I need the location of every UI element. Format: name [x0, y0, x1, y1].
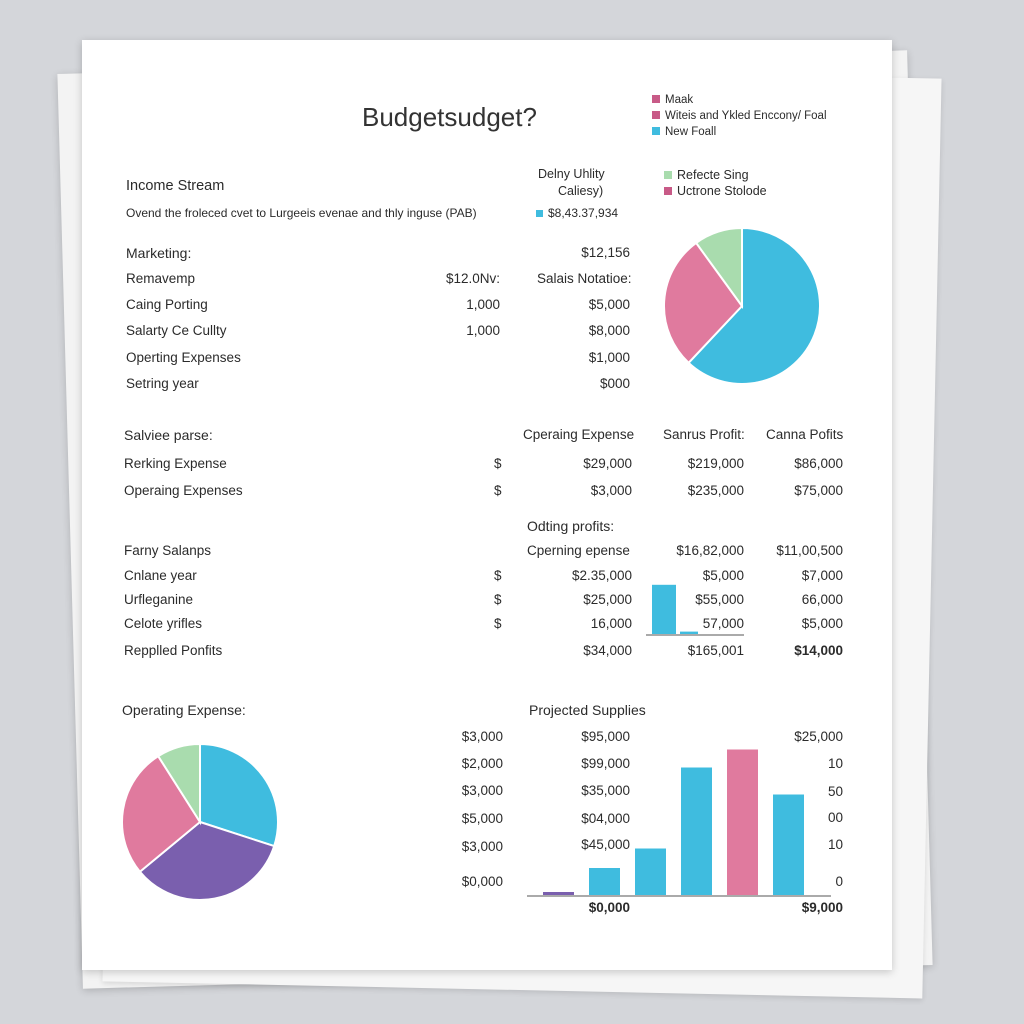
row-value: $8,000: [588, 323, 630, 338]
footer-value: $9,000: [801, 900, 843, 915]
legend-swatch: [664, 187, 672, 195]
value-cell: $3,000: [461, 839, 503, 854]
row-value: $7,000: [801, 568, 843, 583]
total-value: $14,000: [794, 643, 843, 658]
value-cell: $99,000: [581, 756, 630, 771]
row-label: Remavemp: [126, 271, 196, 286]
column-heading: Cperaing Expense: [523, 427, 635, 442]
marketing-label: Marketing:: [126, 245, 192, 261]
legend-swatch: [652, 95, 660, 103]
row-value: $5,000: [588, 297, 630, 312]
currency-symbol: $: [494, 483, 502, 498]
row-value: Salais Notatioe:: [537, 271, 632, 286]
value-cell: 10: [827, 756, 843, 771]
row-label: Caing Porting: [126, 297, 208, 312]
row-value: $2.35,000: [571, 568, 632, 583]
income-total-value: $8,43.37,934: [548, 206, 619, 220]
mini-bar: [680, 632, 698, 634]
row-value: 66,000: [801, 592, 843, 607]
legend-item: [664, 167, 749, 183]
row-value: $1,000: [588, 350, 630, 365]
value-cell: $95,000: [581, 729, 630, 744]
value-cell: $25,000: [794, 729, 843, 744]
row-value: $86,000: [794, 456, 843, 471]
legend-item: [652, 92, 693, 108]
value-cell: 50: [827, 784, 843, 799]
document-title: Budgetsudget?: [362, 102, 537, 132]
row-value: $235,000: [687, 483, 744, 498]
total-value: $34,000: [583, 643, 632, 658]
bar: [727, 750, 758, 896]
bar: [681, 768, 712, 896]
bar: [773, 795, 804, 896]
section-heading: Projected Supplies: [529, 702, 646, 718]
total-label: Repplled Ponfits: [124, 643, 223, 658]
currency-symbol: $: [494, 456, 502, 471]
value-cell: $35,000: [581, 783, 630, 798]
pie-chart-bottom: [118, 740, 288, 910]
row-value: 1,000: [466, 297, 500, 312]
row-value: $219,000: [687, 456, 744, 471]
section-heading: Salviee parse:: [124, 427, 213, 443]
total-value: $165,001: [687, 643, 744, 658]
legend-label: Uctrone Stolode: [677, 184, 767, 198]
row-label: Cnlane year: [124, 568, 197, 583]
column-heading: Delny Uhlity: [538, 167, 605, 181]
bar: [635, 849, 666, 896]
value-cell: $45,000: [581, 837, 630, 852]
row-value: $55,000: [695, 592, 744, 607]
legend-label: Witeis and Ykled Enccony/ Foal: [665, 110, 827, 122]
legend-item: [652, 124, 716, 140]
legend-swatch: [652, 127, 660, 135]
column-heading: Canna Pofits: [766, 427, 844, 442]
value-cell: $2,000: [461, 756, 503, 771]
row-label: Salarty Ce Cullty: [126, 323, 227, 338]
bar-chart-projected: [535, 737, 835, 897]
section-heading: Farny Salanps: [124, 543, 212, 558]
legend-item: [664, 183, 767, 199]
row-value: $000: [599, 376, 630, 391]
row-label: Urfleganine: [124, 592, 194, 607]
row-value: $11,00,500: [776, 543, 843, 558]
legend-label: Refecte Sing: [677, 168, 749, 182]
value-cell: $04,000: [581, 811, 630, 826]
legend-swatch: [652, 111, 660, 119]
column-heading: Caliesy): [558, 184, 604, 198]
value-cell: 00: [827, 810, 843, 825]
income-total: [536, 205, 618, 221]
row-label: Setring year: [126, 376, 199, 391]
legend-label: Maak: [665, 94, 694, 106]
value-cell: 10: [827, 837, 843, 852]
row-value: $3,000: [590, 483, 632, 498]
row-value: $25,000: [583, 592, 632, 607]
legend-label: New Foall: [665, 126, 717, 138]
footer-value: $0,000: [588, 900, 630, 915]
section-heading: Operating Expense:: [122, 702, 246, 718]
row-value: $5,000: [702, 568, 744, 583]
row-value: $29,000: [583, 456, 632, 471]
currency-symbol: $: [494, 568, 502, 583]
mini-bar: [652, 585, 676, 634]
pie-chart-top: [657, 221, 827, 391]
value-cell: $3,000: [461, 729, 503, 744]
income-subline: Ovend the froleced cvet to Lurgeeis evenae and thly inguse (PAB): [126, 206, 477, 220]
bar: [543, 892, 574, 895]
row-value: 16,000: [590, 616, 632, 631]
currency-symbol: $: [494, 616, 502, 631]
currency-symbol: $: [494, 592, 502, 607]
legend-item: [652, 108, 827, 124]
column-heading: Sanrus Profit:: [663, 427, 745, 442]
marketing-value: $12,156: [581, 245, 630, 260]
value-cell: $0,000: [461, 874, 503, 889]
row-label: Operaing Expenses: [124, 483, 243, 498]
row-label: Celote yrifles: [124, 616, 203, 631]
row-value: $16,82,000: [676, 543, 744, 558]
section-subheading: Odting profits:: [527, 518, 615, 534]
value-cell: 0: [835, 874, 843, 889]
row-label: Rerking Expense: [124, 456, 227, 471]
value-cell: $3,000: [461, 783, 503, 798]
value-cell: $5,000: [461, 811, 503, 826]
row-value: $5,000: [801, 616, 843, 631]
row-value: $12.0Nv:: [445, 271, 500, 286]
column-heading: Cperning epense: [527, 543, 630, 558]
bar: [589, 868, 620, 895]
income-heading: Income Stream: [126, 178, 225, 194]
legend-swatch: [664, 171, 672, 179]
row-value: 57,000: [702, 616, 744, 631]
mini-bar-chart: [646, 576, 746, 636]
row-value: 1,000: [466, 323, 500, 338]
legend-swatch: [536, 210, 543, 217]
row-value: $75,000: [794, 483, 843, 498]
row-label: Operting Expenses: [126, 350, 241, 365]
